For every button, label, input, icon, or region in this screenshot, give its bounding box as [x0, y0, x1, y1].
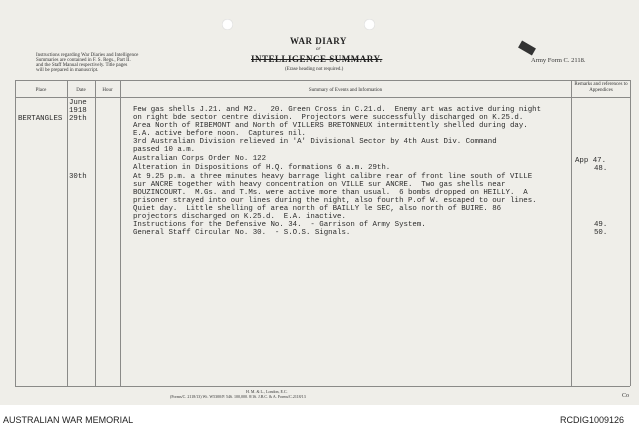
column-header-remarks: Remarks and references to Appendices: [574, 82, 628, 93]
summary-line: Area North of RIBEMONT and North of VILLERS BRETONNEUX intermittently shelled during day.: [133, 122, 528, 130]
title-note: (Erase heading not required.): [285, 67, 344, 72]
form-number: Army Form C. 2118.: [531, 57, 586, 64]
punch-hole-left: [222, 19, 233, 30]
printer-imprint: (Forms/C. 2118/13) Wt. W5300/P. 546. 100,000. 8/16. J.B.C. & A. Forms/C.2118/13: [170, 394, 306, 399]
summary-line: sur ANCRE together with heavy concentration on VILLE sur ANCRE. Two gas shells near: [133, 181, 506, 189]
table-top-rule: [15, 80, 630, 81]
summary-line: passed 10 a.m.: [133, 146, 196, 154]
column-rule: [120, 80, 121, 386]
instructions-line: Instructions regarding War Diaries and Intelligence: [36, 53, 139, 58]
summary-line: BOUZINCOURT. M.Gs. and T.Ms. were active more than usual. 6 bombs dropped on HEILLY. A: [133, 189, 528, 197]
stamp-mark: [518, 41, 536, 56]
instructions-line: and the Staff Manual respectively. Title pages: [36, 63, 128, 68]
header-bottom-rule: [15, 97, 630, 98]
title-war-diary: WAR DIARY: [290, 36, 347, 46]
date-first: 29th: [69, 115, 87, 123]
summary-line: 3rd Australian Division relieved in 'A' Divisional Sector by 4th Aust Div. Command: [133, 138, 497, 146]
summary-line: General Staff Circular No. 30. - S.O.S. Signals.: [133, 229, 351, 237]
summary-line: on right bde sector centre division. Projectors were successfully discharged on K.25.d.: [133, 114, 524, 122]
date-second: 30th: [69, 173, 87, 181]
summary-line: projectors discharged on K.25.d. E.A. inactive.: [133, 213, 346, 221]
remark-appendix: 48.: [594, 165, 608, 173]
date-month: June: [69, 99, 87, 107]
title-or: or: [316, 47, 321, 52]
remark-appendix: 50.: [594, 229, 608, 237]
column-rule: [67, 80, 68, 386]
remark-appendix: App 47.: [575, 157, 607, 165]
printer-imprint: H. M. & L., London, E.C.: [246, 389, 288, 394]
summary-line: Alteration in Dispositions of H.Q. formations 6 a.m. 29th.: [133, 164, 391, 172]
corner-mark: Co: [622, 393, 630, 399]
table-bottom-rule: [15, 386, 630, 387]
caption-institution: AUSTRALIAN WAR MEMORIAL: [3, 415, 134, 425]
column-rule: [630, 80, 631, 386]
column-rule: [15, 80, 16, 386]
column-rule: [571, 80, 572, 386]
summary-line: prisoner strayed into our lines during the night, also fourth P.of W. escaped to our lines.: [133, 197, 537, 205]
column-rule: [95, 80, 96, 386]
caption-record-id: RCDIG1009126: [560, 415, 625, 425]
date-year: 1918: [69, 107, 87, 115]
column-header-summary: Summary of Events and Information: [308, 88, 383, 93]
summary-line: E.A. active before noon. Captures nil.: [133, 130, 306, 138]
column-header-date: Date: [76, 88, 86, 93]
summary-line: At 9.25 p.m. a three minutes heavy barrage light calibre rear of front line south of VILLE: [133, 173, 533, 181]
summary-line: Quiet day. Little shelling of area north of BAILLY le SEC, also north of BUIRE. 86: [133, 205, 502, 213]
summary-line: Few gas shells J.21. and M2. 20. Green Cross in C.21.d. Enemy art was active during night: [133, 106, 542, 114]
instructions-line: Summaries are contained in F. S. Regs., Part II.: [36, 58, 131, 63]
column-header-hour: Hour: [102, 88, 113, 93]
remark-appendix: 49.: [594, 221, 608, 229]
title-intelligence-summary: INTELLIGENCE SUMMARY.: [251, 54, 383, 64]
summary-line: Instructions for the Defensive No. 34. - Garrison of Army System.: [133, 221, 426, 229]
column-header-place: Place: [35, 88, 47, 93]
summary-line: Australian Corps Order No. 122: [133, 155, 267, 163]
instructions-line: will be prepared in manuscript.: [36, 68, 99, 73]
place-entry: BERTANGLES: [18, 115, 63, 123]
punch-hole-right: [364, 19, 375, 30]
